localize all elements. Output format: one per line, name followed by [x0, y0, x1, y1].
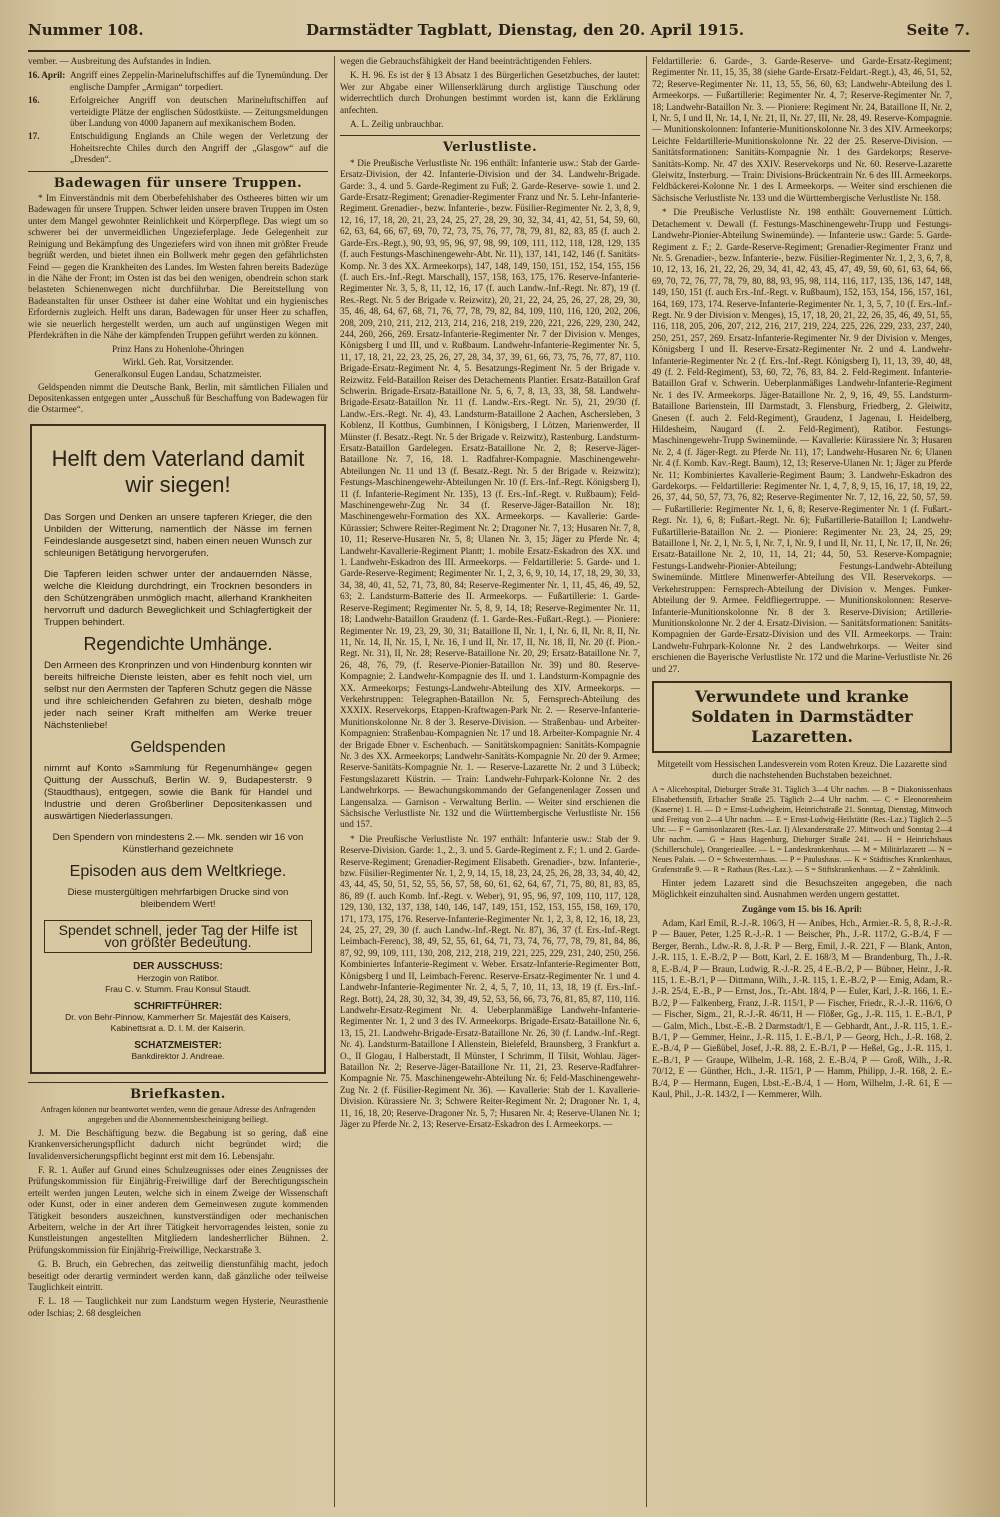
ad-committee-line: Bankdirektor J. Andreae. — [131, 1051, 225, 1062]
signer: Prinz Hans zu Hohenlohe-Öhringen — [112, 344, 244, 355]
ad-committee-line: Frau C. v. Stumm. Frau Konsul Staudt. — [105, 983, 251, 994]
lazarett-note: Hinter jedem Lazarett sind die Besuchszeiten angegeben, die nach Möglichkeit einzuhalten sind. Ausnahmen werden ungern gestattet. — [652, 877, 952, 900]
ad-committee: SCHRIFTFÜHRER: — [133, 1000, 223, 1012]
lazarett-legend: A = Alicehospital, Dieburger Straße 31. Täglich 3—4 Uhr nachm. — B = Diakonissenhaus Elisabethenstift, Erbacher Straße 25. Täglich 2—4 Uhr nachm. — C = Eleonorenheim (Kaserne) 1. H. — D = Ernst-Ludwigheim, Heinrichstraße 21. Sonntag, Dienstag, Mittwoch und Freitag von 2—4 Uhr nachm. — E = Ernst-Ludwig-Heilstätte (Res.-Laz.) Täglich 2—5 Uhr. — F = Garnisonlazarett (Res.-Laz. I) Alexanderstraße 27. Mittwoch und Sonntag 2—4 Uhr nachm. — G = Haus Hagenburg, Dieburger Straße 241. — H = Heinrichshaus (Schillerschule), Orangerieallee. — L = Landeskrankenhaus. — M = Militärlazarett — N = Neues Palais. — O = Schwesternhaus. — P = Paulushaus. — K = Städtisches Krankenhaus, Grafenstraße 9. — R = Rathaus (Res.-Laz.). — S = Stiftskrankenhaus. — Z = Zahnklinik. — [652, 784, 952, 874]
signer: Wirkl. Geh. Rat, Vorsitzender. — [122, 356, 234, 367]
chronicle-intro: vember. — Ausbreitung des Aufstandes in Indien. — [28, 56, 212, 66]
lazarett-headline: Verwundete und kranke Soldaten in Darmstädter Lazaretten. — [652, 681, 952, 753]
ad-paragraph: Die Tapferen leiden schwer unter der andauernden Nässe, welche die Kleidung durchdringt, ein Trocknen besonders in den Schützengräben unmöglich macht, allerhand Krankheiten hervorruft und dadurch Beweglichkeit und Schlagfertigkeit der Truppen behindert. — [44, 569, 312, 629]
briefkasten-title: Briefkasten. — [130, 1087, 226, 1103]
badewagen-title: Badewagen für unsere Truppen. — [53, 175, 303, 191]
verlustliste-197: * Die Preußische Verlustliste Nr. 197 enthält: Infanterie usw.: Stab der 9. Reserve-Division. Garde: 1., 2., 3. und 5. Garde-Regiment z. F.; 1. und 2. Garde-Reserve-Regiment; Grenadier-Regiment Elisabeth. Grenadier-, bzw. Infanterie-, bzw. Füsilier-Regimenter Nr. 1, 2, 9, 14, 15, 18, 23, 24, 25, 26, 28, 33, 34, 40, 42, 43, 44, 45, 50, 51, 52, 55, 56, 57, 58, 60, 61, 62, 64, 67, 71, 75, 80, 81, 83, 85, 86, 89 (f. auch Komb. Inf.-Regt. v. Weber), 91, 95, 96, 97, 109, 110, 117, 128, 129, 130, 132, 137, 138, 140, 146, 147, 149, 151, 152, 153, 155, 158, 169, 170, 171, 173, 175, 176. Reserve-Infanterie-Regimenter Nr. 1, 2, 3, 8, 12, 16, 18, 23, 24, 25, 27, 29, 30 (f. auch Landw.-Inf.-Regt. Nr. 87), 36, 37 (f. Ers.-Inf.-Regt. Leimbach-Ferenc), 38, 49, 52, 55, 61, 64, 71, 73, 74, 76, 77, 78, 79, 81, 84, 86, 87, 92, 99, 109, 111, 130, 208, 212, 218, 219, 221, 225, 229, 231, 240, 250, 256. Kombiniertes Infanterie-Regiment v. Weber. Ersatz-Infanterie-Regimenter Bott, Königsberg I und II, Leimbach-Ferenc. Reserve-Ersatz-Regimenter Nr. 1 und 4. Landwehr-Infanterie-Regimenter Nr. 2, 4, 5, 7, 10, 11, 13, 18, 19 (f. Ers.-Inf.-Regt. Bott), 24, 28, 30, 32, 34, 39, 49, 52, 53, 56, 66, 73, 76, 81, 85, 87, 110, 116. Landwehr-Ersatz-Regiment Nr. 4. Ueberplanmäßige Landwehr-Infanterie-Regimenter Nr. 1, 2 und 3 des IV. Armeekorps. Brigade-Ersatz-Bataillone Nr. 6, 13, 15, 21. Landwehr-Brigade-Ersatz-Bataillone Nr. 26, 30 (f. Landw.-Inf.-Regt. Nr. 4). Landsturm-Bataillone I Allenstein, Bielefeld, Braunsberg, 3 Frankfurt a. O., II Glogau, I Halberstadt, II Münster, I Schrimm, II Tilsit, Wohlau. Jäger-Bataillon Nr. 2; Reserve-Jäger-Bataillone Nr. 11, 21, 23. Reserve-Radfahrer-Kompagnie Nr. 75. Maschinengewehr-Abteilung Nr. 6; Feld-Maschinengewehr-Zug Nr. 2 (f. Füsilier-Regiment Nr. 36). — Kavallerie: Stab der 1. Kavallerie-Division. Kürassiere Nr. 3; Schwere Reiter-Regiment Nr. 2; Dragoner Nr. 1, 4, 11, 16, 18, 20; Reserve-Dragoner Nr. 5, 7; Husaren Nr. 4; Reserve-Ulanen Nr. 1; Jäger zu Pferde Nr. 2, 13; Reserve-Ersatz-Eskadron des I. Armeekorps. — — [340, 833, 640, 1129]
briefkasten-answer: A. L. Zeilig unbrauchbar. — [350, 119, 444, 130]
page-number: Seite 7. — [906, 21, 970, 39]
signer: Generalkonsul Eugen Landau, Schatzmeister. — [94, 369, 262, 380]
zugaenge-heading: Zugänge vom 15. bis 16. April: — [741, 903, 863, 914]
ad-headline: Helft dem Vaterland damit wir siegen! — [51, 445, 305, 497]
column-rule — [646, 56, 647, 1507]
page-header — [28, 10, 970, 52]
briefkasten-answer: K. H. 96. Es ist der § 13 Absatz 1 des Bürgerlichen Gesetzbuches, der lautet: Wer zur Abgabe einer Willenserklärung durch arglistige Täuschung oder widerrechtlich durch Drohungen bestimmt worden ist, kann die Erklärung anfechten. — [340, 70, 640, 115]
divider — [28, 1082, 328, 1083]
briefkasten-answer: J. M. Die Beschäftigung bezw. die Begabung ist so gering, daß eine Krankenversicherungspflicht dadurch nicht begründet wird; die Invalidenversicherungspflicht beginnt erst mit dem 16. Lebensjahr. — [28, 1127, 328, 1161]
ad-subheadline: Geldspenden — [130, 738, 226, 756]
ad-committee-line: Dr. von Behr-Pinnow, Kammerherr Sr. Majestät des Kaisers, Kabinettsrat a. D. I. M. der Kaiserin. — [65, 1011, 291, 1033]
ad-paragraph: Diese mustergültigen mehrfarbigen Drucke sind von bleibendem Wert! — [67, 886, 289, 910]
ad-paragraph: Den Armeen des Kronprinzen und von Hindenburg konnten wir bereits hilfreiche Dienste leisten, aber es fehlt noch viel, um selbst nur den Aermsten der Tapferen Schutz gegen die Nässe und ihre schleichenden Gefahren zu bieten, deshalb möge jeder nach seiner Kraft mithelfen am Werke treuer Nächstenliebe! — [44, 659, 312, 731]
column-rule — [334, 56, 335, 1507]
advertisement-box — [30, 424, 326, 1075]
ad-committee: SCHATZMEISTER: — [134, 1039, 222, 1051]
briefkasten-answer: F. R. 1. Außer auf Grund eines Schulzeugnisses oder eines Zeugnisses der Prüfungskommission für Einjährig-Freiwillige darf der Berechtigungsschein erteilt werden jungen Leuten, welche sich in einem Zweige der Wissenschaft oder Kunst, oder in einer anderen dem Gemeinwesen zugute kommenden Tätigkeit besonders auszeichnen, kunstverständigen oder mechanischen Arbeitern, welche in der Art ihrer Tätigkeit hervorragendes leisten, sonie zu Kunstleistungen angestellten Mitgliedern landesherrlicher Bühnen. 2. Prüfungskommission für Einjährig-Freiwillige, Neckarstraße 3. — [28, 1165, 328, 1255]
divider — [340, 135, 640, 136]
briefkasten-continued: wegen die Gebrauchsfähigkeit der Hand beeinträchtigenden Fehlers. — [340, 56, 592, 66]
ad-paragraph: Das Sorgen und Denken an unsere tapferen Krieger, die den Unbilden der Witterung, namentlich der Nässe im fernen Feindeslande ausgesetzt sind, haben einen neuen Wunsch zur schleunigen Betätigung hervorgerufen. — [44, 511, 312, 559]
verlustliste-197-continued: Feldartillerie: 6. Garde-, 3. Garde-Reserve- und Garde-Ersatz-Regiment; Regimenter Nr. 11, 15, 35, 38 (siehe Garde-Ersatz-Feldart.-Regt.), 43, 46, 51, 52, 72; Reserve-Regimenter Nr. 11, 13, 55, 56, 60, 63; Landwehr-Abteilung des I. Armeekorps. — Fußartillerie: Regimenter Nr. 4, 7; Reserve-Regimenter Nr. 7, 18; Landwehr-Bataillon Nr. 3. — Pioniere: Regiment Nr. 24, Bataillone II, Nr. 2, I, Nr. 5, I und II, Nr. 14, I, Nr. 21, II, Nr. 27, III, Nr. 28, 49. Reserve-Kompagnie. — Munitionskolonnen: Infanterie-Munitionskolonne Nr. 3 des XIV. Armeekorps; Leichte Feldartillerie-Munitionskolonne Nr. 22 der 25. Reserve-Division. — Sanitätsformationen: Sanitäts-Kompagnie Nr. 1 des Gardekorps; Reserve-Sanitäts-Komp. Nr. 47 des XXIV. Reservekorps und Nr. 60. Reserve-Lazarette Gleiwitz, Insterburg. — Train: Divisions-Brückentrain Nr. 6 des III. Armeekorps. Feldbäckerei-Kolonne Nr. 1 des I. Armeekorps. — Weiter sind erschienen die Sächsische Verlustliste Nr. 133 und die Württembergische Verlustliste Nr. 158. — [652, 56, 952, 203]
ad-paragraph: Den Spendern von mindestens 2.— Mk. senden wir 16 von Künstlerhand gezeichnete — [52, 832, 304, 856]
verlustliste-title: Verlustliste. — [442, 140, 538, 156]
ad-subheadline: Regendichte Umhänge. — [83, 633, 273, 654]
briefkasten-answer: F. L. 18 — Tauglichkeit nur zum Landsturm wegen Hysterie, Neurasthenie oder Ischias; 2. 68 desgleichen — [28, 1296, 328, 1318]
ad-committee-line: Herzogin von Ratibor. — [137, 972, 219, 983]
verlustliste-196: * Die Preußische Verlustliste Nr. 196 enthält: Infanterie usw.: Stab der Garde-Ersatz-Division, der 42. Infanterie-Division und der 34. Landwehr-Brigade. Garde: 3., 4. und 5. Garde-Regiment zu Fuß; 2. Garde-Reserve- sowie 1. und 2. Garde-Ersatz-Regiment; Grenadier-Regimenter Franz und Nr. 5. Lehr-Infanterie-Regiment. Grenadier-, bezw. Infanterie-, bezw. Füsilier-Regimenter Nr. 2, 3, 8, 9, 12, 16, 17, 18, 20, 21, 23, 24, 25, 27, 28, 29, 30, 32, 34, 41, 42, 51, 54, 59, 60, 62, 63, 64, 66, 67, 69, 70, 72, 73, 75, 76, 77, 78, 79, 81, 82, 83, 85 (f. auch 2. Garde-Ers.-Regt.), 90, 93, 95, 96, 97, 98, 99, 109, 111, 112, 118, 128, 129, 135 (f. auch Festungs-Maschinengewehr-Abt. Nr. 11), 137, 141, 142, 146 (f. Sanitäts-Komp. Nr. 3 des XX. Armeekorps), 147, 148, 149, 150, 151, 152, 154, 155, 156 (f. auch Ers.-Inf.-Regt. Marschall), 157, 158, 163, 175, 176. Reserve-Infanterie-Regimenter Nr. 3, 5, 8, 11, 12, 16, 17 (f. auch Landw.-Inf.-Regt. Nr. 87), 19 (f. Res.-Regt. Nr. 5 der Brigade v. Reizwitz), 20, 21, 22, 24, 25, 26, 27, 28, 29, 30, 35, 46, 48, 64, 67, 68, 71, 76, 77, 78, 79, 82, 84, 109, 110, 116, 120, 202, 206, 208, 209, 210, 211, 212, 213, 214, 216, 218, 219, 220, 221, 226, 229, 230, 242, 244, 260, 266, 269. Ersatz-Infanterie-Regimenter Nr. 7 der Division v. Menges, Königsberg I und III, und v. Rußbaum. Landwehr-Infanterie-Regimenter Nr. 5, 11, 17, 18, 21, 22, 23, 25, 26, 27, 28, 34, 37, 39, 61, 66, 73, 75, 76, 77, 87, 110. Brigade-Ersatz-Regiment Nr. 4, 5. Besatzungs-Regiment Nr. 5 der Brigade v. Reizwitz. Feld-Bataillon Reiser des Detachements Plantier. Ersatz-Bataillon Graf Schwerin. Brigade-Ersatz-Bataillone Nr. 5, 6, 7, 8, 13, 33, 38, 58. Landwehr-Brigade-Ersatz-Bataillon Nr. 11 (f. Landw.-Ers.-Regt. Nr. 5), 21, 29/30 (f. Landw.-Ers.-Regt. Nr. 4), 43. Landsturm-Bataillone 2 Aachen, Aschersleben, 3 Koblenz, II Kottbus, Gumbinnen, I Königsberg, I Lötzen, Marienwerder, II Münster (f. Besatz.-Regt. Nr. 5 der Brigade v. Reizwitz), Rastenburg. Landsturm-Ersatz-Bataillon Gardelegen. Ersatz-Bataillone Nr. 2, 8; Reserve-Jäger-Bataillone Nr. 7, 16, 18. 1. Radfahrer-Kompagnie. Maschinengewehr-Abteilungen Nr. 11 und 13 (f. Besatz.-Regt. Nr. 5 der Brigade v. Reizwitz); Festungs-Maschinengewehr-Abteilungen Nr. 10 (f. Ers.-Inf.-Regt. Königsberg I), 11 (f. Infanterie-Regiment Nr. 135), 13 (f. Ers.-Inf.-Regt. v. Rußbaum); Feld-Maschinengewehr-Zug Nr. 34 (f. Reserve-Jäger-Bataillon Nr. 18); Maschinengewehr-Formation des XX. Armeekorps. — Kavallerie: Garde-Kürassier; Schwere Reiter-Regiment Nr. 2; Dragoner Nr. 7, 13; Husaren Nr. 7, 8, 10, 11; Reserve-Husaren Nr. 5, 8; Ulanen Nr. 3, 15; Jäger zu Pferde Nr. 4; Landwehr-Kavallerie-Regiment Plantt; 1. mobile Ersatz-Eskadron des XX. und 1. Landwehr-Eskadron des III. Armeekorps. — Feldartillerie: 5. Garde- und 1. Garde-Reserve-Regiment; Regimenter Nr. 1, 2, 3, 6, 9, 10, 14, 17, 18, 29, 30, 33, 34, 38, 40, 41, 52, 71, 73, 80, 84; Reserve-Regimenter Nr. 1, 11, 45, 46, 49, 52, 63; 2. Landsturm-Batterie des II. Armeekorps. — Fußartillerie: 1. Garde-Reserve-Regiment; Regimenter Nr. 5, 8, 9, 14, 18; Reserve-Regimenter Nr. 11, 18; Landwehr-Bataillon Graudenz (f. 1. Garde-Res.-Fußart.-Regt.). — Pioniere: Regimenter Nr. 19, 23, 29, 30, 31; Bataillone II, Nr. 1, I, Nr. 6, II, Nr. 8, II, Nr. 11, Nr. 14, II, Nr. 15, I, Nr. 16, I und II, Nr. 17, II, Nr. 18, II, Nr. 20 (f. Pion.-Regt. Nr. 31), II, Nr. 28; Reserve-Bataillone Nr. 20, 29; Ersatz-Bataillone Nr. 7, 26, 48, 76, 79, (f. Reserve-Pionier-Bataillon Nr. 39) und 80. Reserve-Kompagnie; 2. Landwehr-Kompagnie des II. und 1. Landsturm-Kompagnie des XX. Armeekorps; Festungs-Landwehr-Abteilung des XIV. Armeekorps. — Verkehrstruppen: Telegraphen-Bataillon Nr. 5, Fernsprech-Abteilung des XXXIX. Reservekorps, Etappen-Kraftwagen-Park Nr. 2. — Reserve-Infanterie-Munitionskolonne Nr. 8 der 3. Reserve-Division. — Straßenbau- und Arbeiter-Kompagnien: Straßenbau-Kompagnien Nr. 17 und 18. Arbeiter-Kompagnie Nr. 4 der Brigade Ebner v. Eschenbach. — Sanitätskompagnien: Sanitäts-Kompagnie Nr. 3 des XX. Armeekorps; Landwehr-Sanitäts-Kompagnie Nr. 20 der 9. Armee; Reserve-Sanitäts-Kompagnie Nr. 1. — Reserve-Lazarette Nr. 2 und 3 Lübeck; Festungslazarett Küstrin. — Train: Landwehr-Fuhrpark-Kolonne Nr. 2 des Landwehrkorps. — Bewachungskommando der Gefangenenlager Zossen und Langensalza. — Garnison - Verwaltung Berlin. — Weiter sind erschienen die Sächsische Verlustliste Nr. 132 und die Württembergische Verlustliste Nr. 156 und 157. — [340, 157, 640, 830]
divider — [28, 171, 328, 172]
ad-subheadline: Episoden aus dem Weltkriege. — [69, 862, 287, 880]
badewagen-text: * Im Einverständnis mit dem Oberbefehlshaber des Ostheeres bitten wir um Badewagen für unsere Truppen. Schwer leiden unsere braven Truppen im Osten unter dem Mangel gewohnter Reinlichkeit und Körperpflege. Das wiegt um so schwerer bei der unvermeidlichen Ungezieferplage. Jede Gelegenheit zur Reinigung und Bekämpfung des Ungeziefers wird von ihnen mit größter Freude begrüßt werden, und bietet ihnen ein Bollwerk mehr gegen den gefährlichsten Feind — gegen die Krankheiten des Landes. Im Westen fahren bereits Badezüge in die Nähe der Front; im Osten ist das bei den wenigen, obendrein schon stark belasteten Schienenwegen nicht durchführbar. Die Bereitstellung von Badeanstalten für unser Ostheer ist daher eine Wohltat und ein hygienisches Erfordernis zugleich. Helft uns daran, Badewagen für unser Heer zu schaffen, wie sie neuerlich hergestellt werden, um auch auf ungünstigen Wegen mit Pferdekräften in die Nähe der kämpfenden Truppen geführt werden zu können. — [28, 193, 328, 340]
briefkasten-note: Anfragen können nur beantwortet werden, wenn die genaue Adresse des Anfragenden angegeben und die Abonnementsbescheinigung beiliegt. — [40, 1104, 316, 1124]
lazarett-subtitle: Mitgeteilt vom Hessischen Landesverein vom Roten Kreuz. Die Lazarette sind durch die nachstehenden Buchstaben bezeichnet. — [657, 758, 947, 781]
badewagen-footer: Geldspenden nimmt die Deutsche Bank, Berlin, mit sämtlichen Filialen und Depositenkassen entgegen unter „Ausschuß für Beschaffung von Badewagen für die Ostarmee“. — [28, 381, 328, 415]
ad-call-to-action: Spendet schnell, jeder Tag der Hilfe ist von größter Bedeutung. — [44, 920, 312, 953]
chronicle-entry: 16. April: Angriff eines Zeppelin-Marineluftschiffes auf die Tynemündung. Der englische Dampfer „Armigan“ torpediert. — [28, 70, 328, 92]
column-2 — [340, 56, 640, 1507]
briefkasten-answer: G. B. Bruch, ein Gebrechen, das zeitweilig dienstunfähig macht, jedoch beseitigt oder derartig vermindert werden kann, daß gänzliche oder teilweise Tauglichkeit eintritt. — [28, 1259, 328, 1293]
ad-committee: DER AUSSCHUSS: — [133, 961, 223, 973]
chronicle-entry: 17. Entschuldigung Englands an Chile wegen der Verletzung der Hoheitsrechte Chiles durch den Angriff der „Glasgow“ auf die „Dresden“. — [28, 131, 328, 165]
masthead-date: Darmstädter Tagblatt, Dienstag, den 20. April 1915. — [306, 21, 745, 39]
issue-number: Nummer 108. — [28, 21, 144, 39]
column-3 — [652, 56, 952, 1507]
zugaenge-names: Adam, Karl Emil, R.-J.-R. 106/3, H — Anibes, Hch., Armier.-R. 5, 8, R.-J.-R. P — Bauer, Peter, 1.25 R.-J.-R. 1 — Beischer, Ph., J.-R. 117/2, G.-B./4, F — Berger, Bernh., Ldw.-R. 8, J.-R. P — Berg, Emil, J.-R. 221, F — Blank, Anton, J.-R. 115, 1. E.-B./2, P — Bott, Karl, 2. E. 168/3, M — Brandenburg, Th., J.-R. 8, E.-B./4, P — Braun, Ludwig, R.-J.-R. 25, 4 E.-B./2, P — Bübner, Heinr., J.-R. 115, 1. E.-B./1, P — Dittmann, Wilh., J.-R. 115, 1. E.-B./2, P — Emig, Adam, R.-J.-R. 25/4, E.-B., P — Ernst, Jos., Tr.-Abt. 18/4, P — Euler, Karl, J.-R. 166, 1. E.-B./2, P — Falkenberg, Franz, J.-R. 115/1, P — Fischer, Friedr., R.-J.-R. 116/6, O — Fischer, Sigm., 21, R.-J.-R. 46/11, H — Flößer, Gg., J.-R. 115, 1. E.-B./1, P — Galm, Mich., Lbst.-E.-B. 2 Darmstadt/1, E — Gebhardt, Ant., J.-R. 115, 1. E.-B./1, P — Gemmer, Heinr., J.-R. 115, 1. E.-B./1, P — Georg, Hch., J.-R. 168, 2. E.-B./4, P — Gießübel, Josef, J.-R. 88, 2. E.-B./1, P — Heßel, Gg., J.-R. 115, 1. E.-B./1, P — Graupe, Wilhelm, J.-R. 168, 2. E.-B./4, P — Groß, Wilh., J.-R. 70/12, E — Günther, Hch., J.-R. 115/1, P — Hamm, Philipp, J.-R. 168, 2. E.-B./4, P — Hermann, Eugen, Lbst.-E.-B./4, 1 — Horn, Wilhelm, J.-R. 61, E — Kaul, Phil., J.-R. 143/2, I — Kemmerer, Wilh. — [652, 917, 952, 1100]
chronicle-entry: 16. Erfolgreicher Angriff von deutschen Marineluftschiffen auf verteidigte Plätze der englischen Südostküste. — Zeitungsmeldungen über Landung von 4000 Japanern auf mexikanischem Boden. — [28, 95, 328, 129]
ad-paragraph: nimmt auf Konto »Sammlung für Regenumhänge« gegen Quittung der Ausschuß, Berlin W. 9, Budapesterstr. 9 (Staudthaus), entgegen, sowie die Bank für Handel und Industrie und deren Großberliner Depositenkassen und auswärtigen Niederlassungen. — [44, 762, 312, 822]
verlustliste-198: * Die Preußische Verlustliste Nr. 198 enthält: Gouvernement Lüttich. Detachement v. Dewall (f. Festungs-Maschinengewehr-Trupp und Festungs-Landwehr-Pionier-Abteilung Swinemünde). — Infanterie usw.: Garde: 5. Garde-Regiment z. F.; 2. Garde-Reserve-Regiment; Grenadier-Regimenter Franz und Nr. 5. Grenadier-, bezw. Infanterie-, bezw. Füsilier-Regimenter Nr. 1, 2, 3, 6, 7, 8, 10, 12, 13, 16, 21, 22, 26, 29, 34, 41, 42, 43, 45, 47, 49, 59, 60, 61, 63, 64, 66, 69, 70, 72, 76, 77, 78, 79, 80, 88, 93, 95, 98, 114, 116, 117, 135, 136, 147, 148, 149, 150, 151 (f. auch Ers.-Inf.-Regt. v. Rußbaum), 152, 153, 154, 156, 157, 161, 164, 169, 173, 174. Reserve-Infanterie-Regimenter Nr. 1, 3, 5, 7, 10 (f. Ers.-Inf.-Regt. Nr. 9 der Division v. Menges), 15, 17, 18, 20, 21, 22, 26, 35, 46, 49, 51, 55, 116, 118, 205, 206, 207, 212, 216, 217, 219, 224, 225, 226, 229, 233, 237, 240, 250, 251, 257, 269. Ersatz-Infanterie-Regimenter Nr. 9 der Division v. Menges, Königsberg I und II. Reserve-Ersatz-Regimenter Nr. 2 und 4. Landwehr-Infanterie-Regimenter Nr. 2 (f. Ers.-Inf.-Regt. Königsberg I), 11, 13, 39, 40, 48, 49 (f. 2. Feld-Regiment), 53, 60, 72, 76, 83, 84. 2. Feld-Regiment. Infanterie-Bataillon Graf v. Schwerin. Ueberplanmäßiges Landwehr-Infanterie-Regiment Nr. 1 des IV. Armeekorps. Jäger-Bataillone Nr. 2, 9, 16, 49, 55. Landsturm-Bataillone Barienstein, III Darmstadt, 3. Flensburg, Friedberg, 2. Gleiwitz, Gnesen (f. auch 2. Feld-Regiment), Graudenz, I Jagenau, I. Heidelberg, Hildesheim, Naugard (f. 2. Feld-Regiment), Ratibor. Festungs-Maschinengewehr-Trupp Swinemünde. — Kavallerie: Kürassiere Nr. 3; Husaren Nr. 2, 4 (f. Jäger-Regt. zu Pferde Nr. 11), 17; Landwehr-Husaren Nr. 6; Ulanen Nr. 4 (f. Komb. Kav.-Regt. Baum), 12, 13; Reserve-Ulanen Nr. 1; Jäger zu Pferde Nr. 11; Kombiniertes Kavallerie-Regiment Baum; 3. Landwehr-Eskadron des Gardekorps. — Feldartillerie: Regimenter Nr. 1, 4, 7, 8, 9, 15, 16, 17, 18, 19, 22, 26, 37, 44, 50, 57, 73, 76, 82; Reserve-Regimenter Nr. 7, 12, 16, 22, 50, 57, 59. — Fußartillerie: Regimenter Nr. 1, 6, 8; Reserve-Regimenter Nr. 1 (f. Fußart.-Regt. Nr. 1), 6, 8; Fußart.-Regt. Nr. 6); Fußartillerie-Bataillon I; Landwehr-Fußartillerie-Bataillon Nr. 2. — Pioniere: Regimenter Nr. 23, 24, 25, 29; Bataillone I, Nr. 2, I, Nr. 5, I, Nr. 7, I, Nr. 9, I und II, Nr. 11, I, Nr. 17, II, Nr. 26; Ersatz-Bataillone Nr. 2, 10, 11, 14, 21; 44, 50, 53. Reserve-Kompagnie; Festungs-Landwehr-Pionier-Abteilung; Festungs-Landwehr-Abteilung Swinemünde. Mittlere Minenwerfer-Abteilung des VII. Reservekorps. — Verkehrstruppen: Fernsprech-Abteilung der Division v. Menges. Funker-Abteilung der 9. Armee. Feldfliegertruppe. — Munitionskolonnen: Reserve-Infanterie-Munitionskolonne Nr. 8 der 3. Reserve-Division; Artillerie-Munitionskolonne Nr. 2 der 4. Ersatz-Division. — Sanitätsformationen: Sanitäts-Kompagnien der Garde-Ersatz-Division und des VII. Armeekorps. — Train: Landwehr-Fuhrpark-Kolonne Nr. 2 des Landwehrkorps. — Weiter sind erschienen die Bayerische Verlustliste Nr. 172 und die Marine-Verlustliste Nr. 26 und 27. — [652, 207, 952, 674]
column-1 — [28, 56, 328, 1507]
